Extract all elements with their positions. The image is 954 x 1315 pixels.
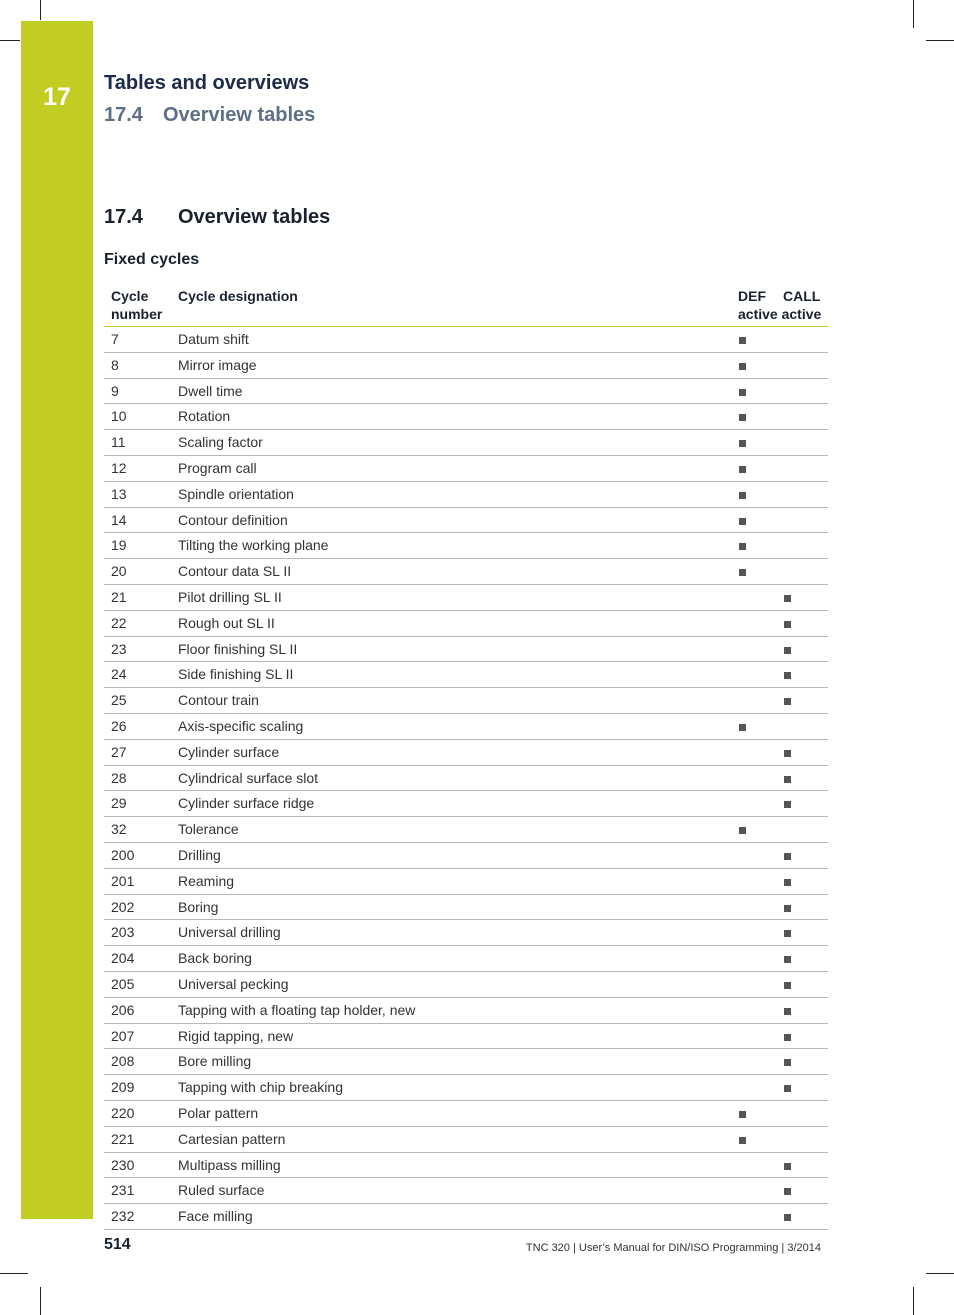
cycle-designation: Floor finishing SL II [178,640,298,657]
call-active-marker-icon [784,879,791,886]
cycle-designation: Cylinder surface [178,743,280,760]
footer-text: TNC 320 | User’s Manual for DIN/ISO Programming | 3/2014 [525,1242,821,1254]
call-active-marker-icon [784,672,791,679]
cycle-number: 9 [111,382,119,399]
table-row [104,817,828,843]
cycle-number: 23 [111,640,127,657]
cycle-designation: Face milling [178,1208,253,1225]
cycle-designation: Bore milling [178,1053,252,1070]
table-row [104,379,828,405]
table-row [104,972,828,998]
call-active-marker-icon [784,853,791,860]
cycle-designation: Mirror image [178,356,257,373]
cycle-number: 28 [111,769,127,786]
table-row [104,1049,828,1075]
cycle-number: 19 [111,537,127,554]
cycle-designation: Rigid tapping, new [178,1027,294,1044]
cycle-number: 7 [111,331,119,347]
table-row [104,533,828,559]
running-chapter-title: Tables and overviews [104,72,310,94]
cycle-designation: Rough out SL II [178,614,275,631]
table-body [104,327,828,1230]
cycle-designation: Contour definition [178,511,288,528]
crop-mark [913,1287,914,1315]
cycle-number: 206 [111,1001,135,1018]
def-active-marker-icon [739,337,746,344]
section-title: Overview tables [178,206,331,228]
header-def-call-active [738,287,821,323]
cycle-designation: Program call [178,459,257,476]
table-row [104,688,828,714]
subsection-heading: Fixed cycles [104,251,200,268]
def-active-marker-icon [739,440,746,447]
cycle-number: 21 [111,588,127,605]
cycle-number: 207 [111,1027,135,1044]
cycle-designation: Tapping with chip breaking [178,1079,343,1096]
table-row [104,353,828,379]
cycle-designation: Dwell time [178,382,243,399]
cycle-number: 12 [111,459,127,476]
table-row [104,869,828,895]
cycle-number: 14 [111,511,127,528]
cycle-number: 13 [111,485,127,502]
table-row [104,404,828,430]
cycle-number: 208 [111,1053,135,1070]
cycle-designation: Ruled surface [178,1182,265,1199]
running-section-number: 17.4 [104,104,143,126]
table-row [104,791,828,817]
cycle-number: 205 [111,975,135,992]
cycle-designation: Universal drilling [178,924,281,941]
cycle-number: 24 [111,666,127,683]
header-call: CALL [783,288,821,304]
table-row [104,327,828,353]
cycle-designation: Tapping with a floating tap holder, new [178,1001,416,1018]
cycle-designation: Contour data SL II [178,563,292,580]
table-row [104,482,828,508]
table-row [104,637,828,663]
cycle-number: 32 [111,821,127,838]
def-active-marker-icon [739,569,746,576]
cycle-designation: Pilot drilling SL II [178,588,282,605]
cycle-number: 22 [111,614,127,631]
cycle-designation: Side finishing SL II [178,666,294,683]
table-row [104,740,828,766]
call-active-marker-icon [784,621,791,628]
def-active-marker-icon [739,518,746,525]
cycle-number: 10 [111,408,127,425]
cycle-designation: Spindle orientation [178,485,294,502]
call-active-marker-icon [784,698,791,705]
cycle-number: 221 [111,1130,135,1147]
def-active-marker-icon [739,492,746,499]
cycle-number: 232 [111,1208,135,1225]
call-active-marker-icon [784,595,791,602]
crop-mark [913,0,914,28]
call-active-marker-icon [784,647,791,654]
cycle-number: 8 [111,356,119,373]
cycle-number: 201 [111,872,135,889]
def-active-marker-icon [739,827,746,834]
crop-mark [926,40,954,41]
table-row [104,1153,828,1179]
def-active-marker-icon [739,389,746,396]
table-row [104,1178,828,1204]
cycle-number: 20 [111,563,127,580]
cycle-number: 230 [111,1156,135,1173]
crop-mark [40,1287,41,1315]
cycle-number: 25 [111,692,127,709]
call-active-marker-icon [784,1214,791,1221]
header-call-active: active [781,306,822,322]
running-section-name: Overview tables [162,104,316,126]
cycle-designation: Cylinder surface ridge [178,795,315,812]
cycle-designation: Contour train [178,692,259,709]
cycle-designation: Multipass milling [178,1156,281,1173]
def-active-marker-icon [739,466,746,473]
header-cycle-number-line1: Cycle [111,288,149,304]
call-active-marker-icon [784,956,791,963]
table-row [104,1101,828,1127]
cycle-designation: Tolerance [178,821,239,838]
call-active-marker-icon [784,982,791,989]
table-row [104,998,828,1024]
cycle-designation: Cartesian pattern [178,1130,286,1147]
table-row [104,766,828,792]
cycle-designation: Back boring [178,950,252,967]
call-active-marker-icon [784,1163,791,1170]
table-row [104,920,828,946]
section-heading [104,206,330,229]
call-active-marker-icon [784,1188,791,1195]
def-active-marker-icon [739,1137,746,1144]
table-row [104,662,828,688]
table-row [104,1024,828,1050]
header-cycle-designation: Cycle designation [178,288,298,304]
cycle-designation: Boring [178,898,219,915]
table-row [104,430,828,456]
call-active-marker-icon [784,1008,791,1015]
cycle-number: 204 [111,950,135,967]
cycle-designation: Polar pattern [178,1104,259,1121]
table-row [104,895,828,921]
cycle-number: 200 [111,846,135,863]
table-row [104,1127,828,1153]
call-active-marker-icon [784,930,791,937]
table-row [104,456,828,482]
cycle-number: 26 [111,717,127,734]
crop-mark [0,40,20,41]
cycle-number: 202 [111,898,135,915]
chapter-number: 17 [43,83,71,111]
crop-mark [0,1273,28,1274]
call-active-marker-icon [784,750,791,757]
cycle-designation: Datum shift [178,331,249,347]
cycle-designation: Drilling [178,846,221,863]
table-row [104,843,828,869]
cycle-number: 203 [111,924,135,941]
page-number: 514 [104,1236,131,1253]
running-section-title [104,104,315,127]
cycle-designation: Axis-specific scaling [178,717,304,734]
header-def-active: active [738,306,778,322]
call-active-marker-icon [784,776,791,783]
cycle-designation: Scaling factor [178,434,263,451]
cycle-number: 11 [111,434,126,451]
def-active-marker-icon [739,363,746,370]
cycle-number: 209 [111,1079,135,1096]
call-active-marker-icon [784,1059,791,1066]
call-active-marker-icon [784,801,791,808]
call-active-marker-icon [784,1085,791,1092]
cycle-designation: Reaming [178,872,235,889]
cycle-designation: Rotation [178,408,231,425]
cycle-number: 220 [111,1104,135,1121]
header-cycle-number [111,287,162,323]
table-row [104,585,828,611]
header-def: DEF [738,288,766,304]
cycle-number: 27 [111,743,127,760]
cycle-number: 231 [111,1182,135,1199]
cycle-designation: Cylindrical surface slot [178,769,319,786]
cycle-number: 29 [111,795,127,812]
cycle-designation: Universal pecking [178,975,289,992]
table-row [104,611,828,637]
table-row [104,1204,828,1230]
def-active-marker-icon [739,414,746,421]
table-row [104,559,828,585]
table-row [104,1075,828,1101]
header-cycle-number-line2: number [111,306,163,322]
fixed-cycles-table [104,284,828,1230]
crop-mark [926,1273,954,1274]
table-header [104,284,828,327]
table-row [104,946,828,972]
crop-mark [40,0,41,20]
chapter-side-bar [21,21,93,1219]
cycle-designation: Tilting the working plane [178,537,329,554]
def-active-marker-icon [739,724,746,731]
def-active-marker-icon [739,1111,746,1118]
table-row [104,714,828,740]
section-number: 17.4 [104,206,143,228]
table-row [104,508,828,534]
call-active-marker-icon [784,905,791,912]
def-active-marker-icon [739,543,746,550]
call-active-marker-icon [784,1034,791,1041]
